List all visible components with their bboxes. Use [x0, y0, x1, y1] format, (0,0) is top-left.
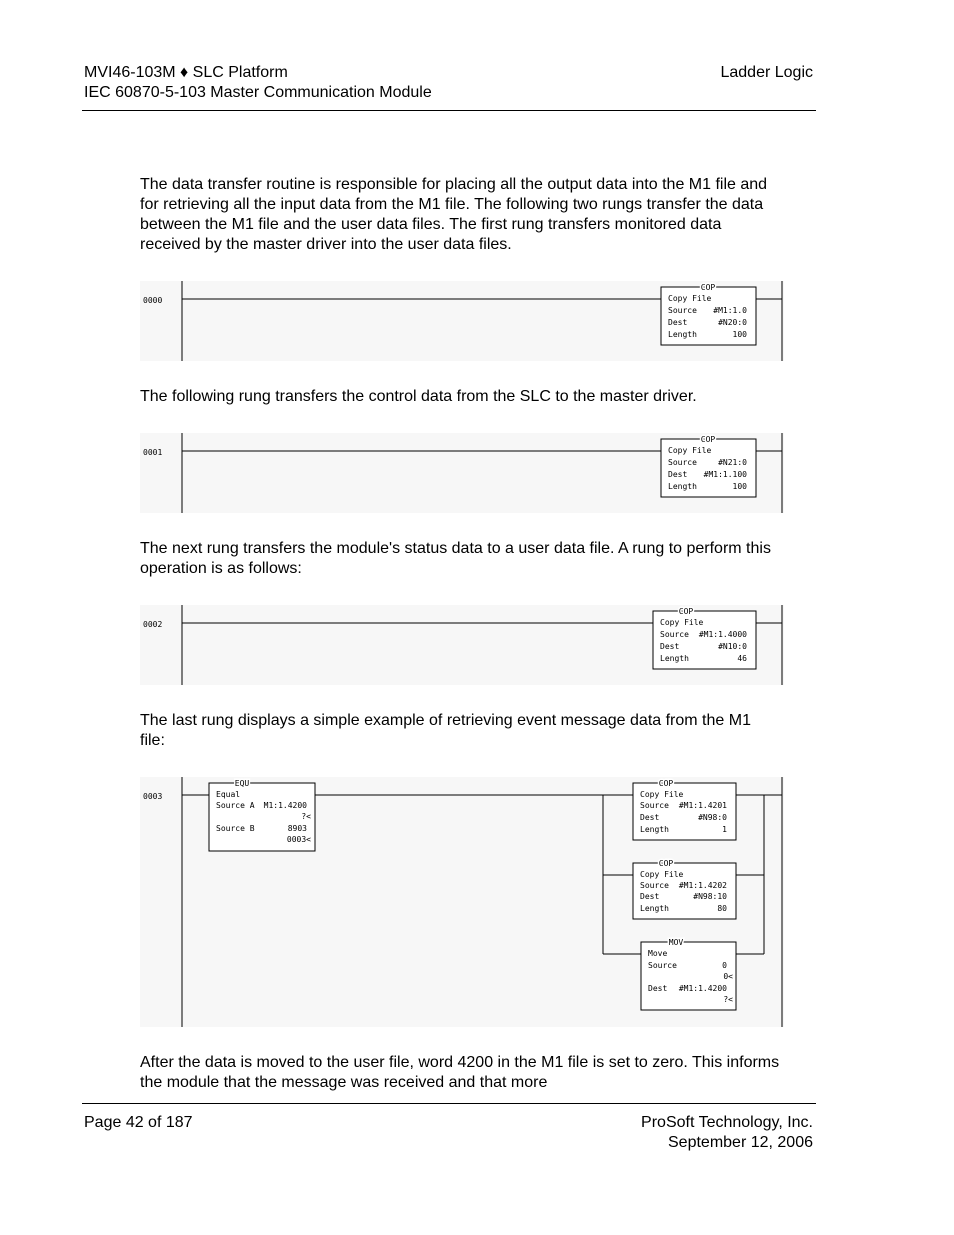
footer-date: September 12, 2006 — [668, 1134, 813, 1151]
instruction-name: Copy File — [668, 294, 712, 303]
dest-label: Dest — [668, 318, 688, 327]
equ-source-a-value: ?< — [301, 812, 311, 821]
rung-number: 0001 — [143, 448, 163, 457]
cop1-name: Copy File — [640, 790, 684, 799]
length-value: 100 — [732, 482, 747, 491]
instruction-title: COP — [700, 283, 716, 292]
cop2-source-label: Source — [640, 881, 669, 890]
source-value: #M1:1.4000 — [698, 630, 747, 639]
cop1-length-label: Length — [640, 825, 669, 834]
dest-label: Dest — [668, 470, 688, 479]
rung-0000 — [140, 281, 784, 361]
ladder-rung-0003-diagram — [140, 777, 784, 1027]
dest-label: Dest — [660, 642, 680, 651]
cop1-length: 1 — [722, 825, 727, 834]
source-label: Source — [660, 630, 689, 639]
dest-value: #M1:1.100 — [703, 470, 747, 479]
header-rule — [82, 110, 816, 111]
length-label: Length — [668, 482, 697, 491]
header-product: MVI46-103M ♦ SLC Platform — [84, 64, 288, 81]
source-label: Source — [668, 306, 697, 315]
equ-source-a: M1:1.4200 — [263, 801, 307, 810]
cop1-source: #M1:1.4201 — [678, 801, 727, 810]
length-label: Length — [660, 654, 689, 663]
instruction-name: Copy File — [668, 446, 712, 455]
source-label: Source — [668, 458, 697, 467]
equ-source-b: 8903 — [287, 824, 307, 833]
rung-number: 0002 — [143, 620, 163, 629]
equ-source-b-value: 0003< — [286, 835, 311, 844]
header-section: Ladder Logic — [720, 64, 813, 81]
rung-0001 — [140, 433, 784, 513]
equ-source-b-label: Source B — [216, 824, 255, 833]
footer-company: ProSoft Technology, Inc. — [641, 1114, 813, 1131]
instruction-name: Copy File — [660, 618, 704, 627]
rung-number: 0000 — [143, 296, 163, 305]
length-value: 100 — [732, 330, 747, 339]
cop1-title: COP — [658, 779, 674, 788]
ladder-rung-0002-diagram — [140, 605, 784, 685]
length-label: Length — [668, 330, 697, 339]
mov-title: MOV — [668, 938, 684, 947]
instruction-title: COP — [700, 435, 716, 444]
conclusion-paragraph: After the data is moved to the user file, word 4200 in the M1 file is set to zero. This informs the module that the message was received and that more — [140, 1054, 780, 1091]
equ-title: EQU — [234, 779, 250, 788]
instruction-title: COP — [678, 607, 694, 616]
mov-source-value: 0< — [723, 972, 733, 981]
cop2-source: #M1:1.4202 — [678, 881, 727, 890]
rung-0003 — [140, 777, 784, 1027]
dest-value: #N10:0 — [718, 642, 747, 651]
source-value: #M1:1.0 — [713, 306, 747, 315]
length-value: 46 — [737, 654, 747, 663]
header-module: IEC 60870-5-103 Master Communication Module — [84, 84, 432, 101]
intro-paragraph: The data transfer routine is responsible for placing all the output data into the M1 file and for retrieving all the input data from the M1 file. The following two rungs transfer the data between the M1 file and the user data files. The first rung transfers monitored data received by the master driver into the user data files. — [140, 176, 768, 253]
mov-dest-value: ?< — [723, 995, 733, 1004]
mov-name: Move — [648, 949, 668, 958]
mov-source: 0 — [722, 961, 727, 970]
cop2-length: 80 — [717, 904, 727, 913]
page-number: Page 42 of 187 — [84, 1114, 193, 1131]
cop1-dest: #N98:0 — [698, 813, 727, 822]
equ-source-a-label: Source A — [216, 801, 255, 810]
rung-0002 — [140, 605, 784, 685]
cop2-dest-label: Dest — [640, 892, 660, 901]
cop2-name: Copy File — [640, 870, 684, 879]
control-data-paragraph: The following rung transfers the control data from the SLC to the master driver. — [140, 388, 697, 405]
footer-rule — [82, 1103, 816, 1104]
source-value: #N21:0 — [718, 458, 747, 467]
mov-dest-label: Dest — [648, 984, 668, 993]
cop1-dest-label: Dest — [640, 813, 660, 822]
mov-source-label: Source — [648, 961, 677, 970]
dest-value: #N20:0 — [718, 318, 747, 327]
cop2-length-label: Length — [640, 904, 669, 913]
ladder-rung-0000-diagram — [140, 281, 784, 361]
cop1-source-label: Source — [640, 801, 669, 810]
cop2-title: COP — [658, 859, 674, 868]
rung-number: 0003 — [143, 792, 163, 801]
ladder-rung-0001-diagram — [140, 433, 784, 513]
equ-name: Equal — [216, 790, 241, 799]
mov-dest: #M1:1.4200 — [678, 984, 727, 993]
cop2-dest: #N98:10 — [693, 892, 727, 901]
status-data-paragraph: The next rung transfers the module's status data to a user data file. A rung to perform this operation is as follows: — [140, 540, 771, 577]
event-message-paragraph: The last rung displays a simple example of retrieving event message data from the M1 file: — [140, 712, 751, 749]
